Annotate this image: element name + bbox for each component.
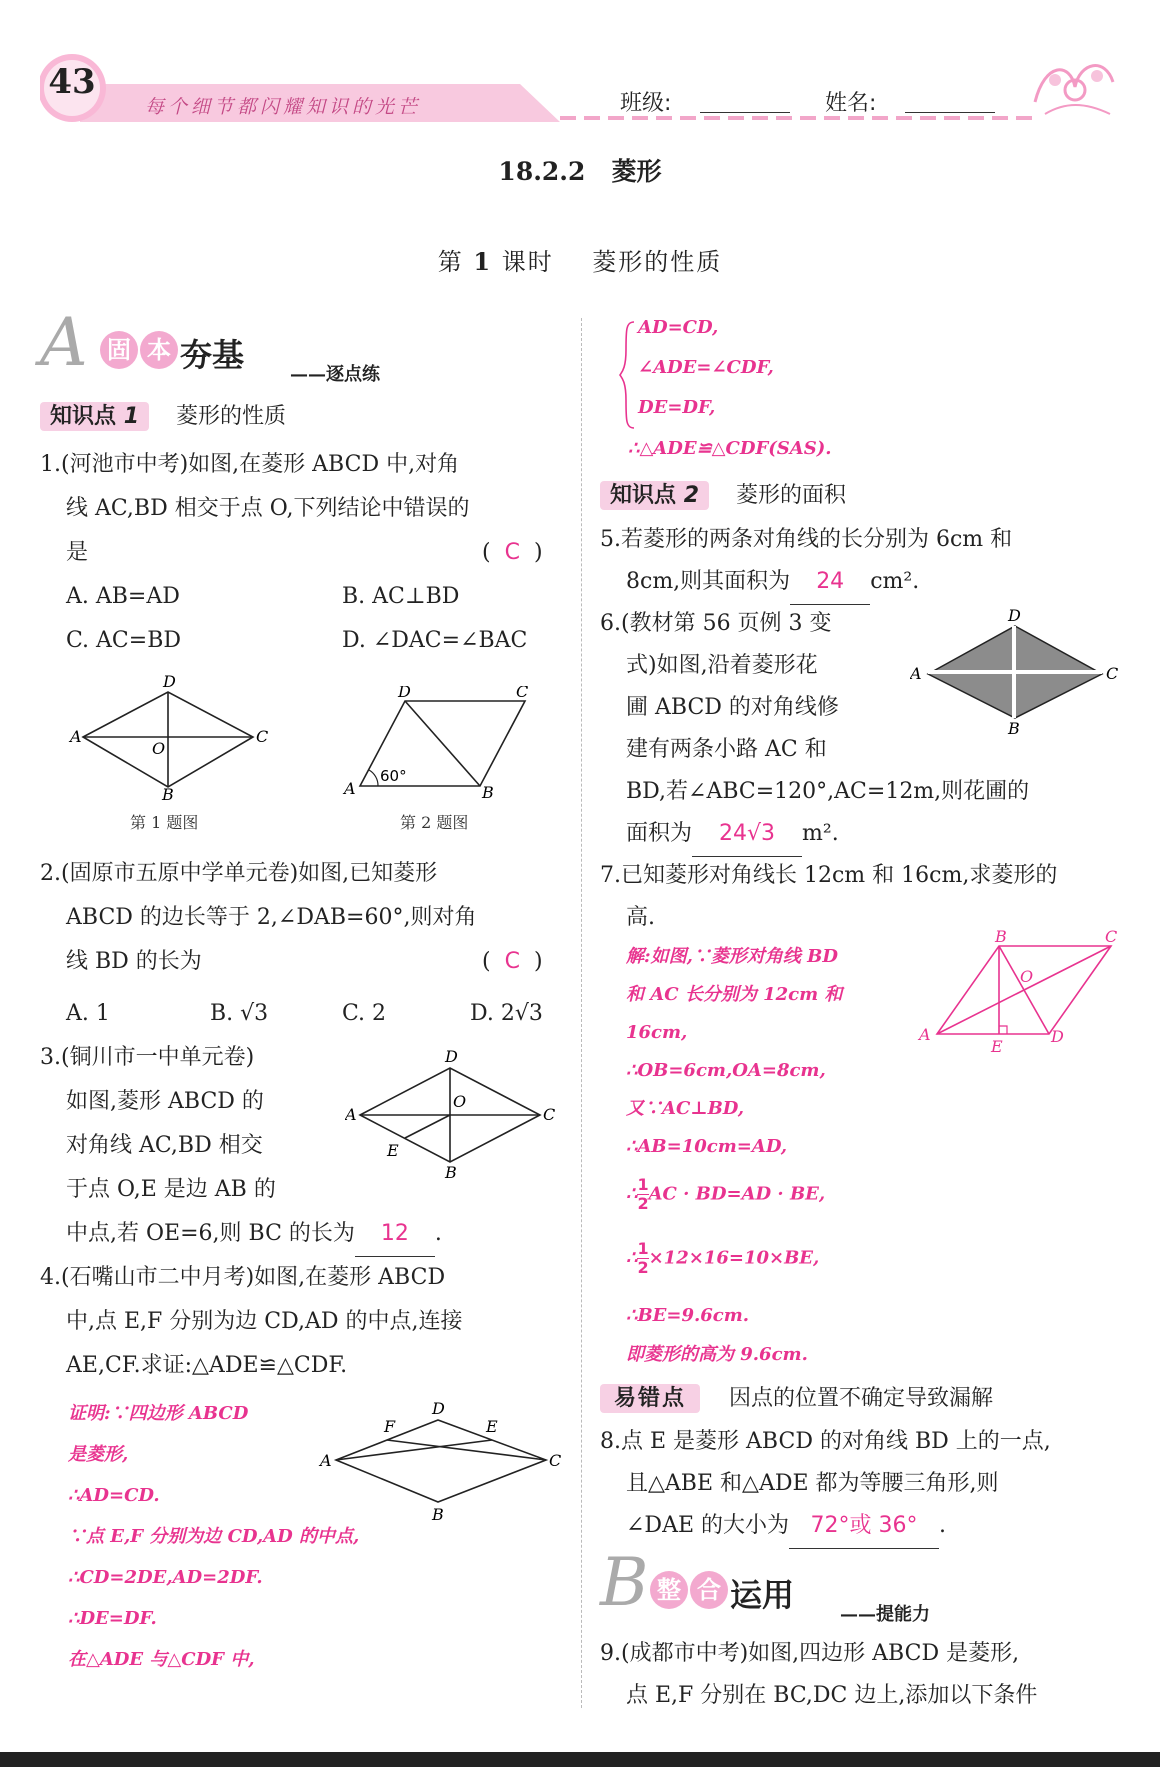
part-a-letter: A [40, 304, 88, 381]
figure-4 [318, 1398, 563, 1523]
column-divider [581, 318, 582, 1708]
bottom-bar [0, 1752, 1160, 1767]
header-bar [40, 52, 1120, 122]
q1-option-a: A. AB=AD [66, 584, 180, 609]
q3-answer[interactable]: 12 [355, 1212, 435, 1257]
q1-answer: C [504, 540, 520, 565]
q5-line2: 8cm,则其面积为 24 cm². [626, 560, 919, 605]
q5-answer[interactable]: 24 [790, 560, 870, 605]
q1-option-d: D. ∠DAC=∠BAC [342, 628, 528, 653]
q3-line1: 3.(铜川市一中单元卷) [40, 1045, 255, 1070]
q2-line3: 线 BD 的长为 [66, 949, 202, 974]
q1-line3: 是 [66, 540, 89, 565]
fig1-caption: 第 1 题图 [130, 813, 199, 832]
page-number: 43 [48, 62, 96, 102]
fig7-label-b: B [995, 930, 1007, 946]
q8-answer[interactable]: 72°或 36° [789, 1504, 939, 1549]
fig7-label-o: O [1020, 967, 1034, 986]
fig3-label-d: D [445, 1047, 458, 1066]
part-a-subtitle: ——逐点练 [290, 364, 380, 385]
fig4-label-b: B [432, 1505, 444, 1523]
fig3-label-a: A [345, 1105, 357, 1124]
fig4-label-e: E [486, 1417, 498, 1436]
fig7-label-e: E [991, 1037, 1003, 1055]
proof4-brace-line3: DE=DF, [638, 397, 716, 418]
q1-answer-bracket: ( C ) [482, 540, 543, 565]
q4-line3: AE,CF.求证:△ADE≌△CDF. [66, 1353, 348, 1378]
part-b-title: 运用 [730, 1576, 795, 1614]
part-a-title: 夯基 [180, 336, 245, 374]
q2-answer: C [504, 949, 520, 974]
kp1-header: 知识点 1 菱形的性质 [40, 395, 286, 439]
kp1-tag: 知识点 1 [40, 402, 149, 431]
q9-line2: 点 E,F 分别在 BC,DC 边上,添加以下条件 [626, 1683, 1038, 1708]
q1-line2: 线 AC,BD 相交于点 O,下列结论中错误的 [66, 496, 470, 521]
fig6-label-d: D [1008, 606, 1021, 625]
q2-option-b: B. √3 [210, 1001, 269, 1026]
proof4-line4: ∵点 E,F 分别为边 CD,AD 的中点, [68, 1526, 360, 1547]
proof4-conclusion: ∴△ADE≌△CDF(SAS). [628, 438, 832, 459]
proof4-brace-line1: AD=CD, [638, 317, 719, 338]
fig3-label-b: B [445, 1163, 457, 1180]
q1-line1: 1.(河池市中考)如图,在菱形 ABCD 中,对角 [40, 452, 460, 477]
part-b-char2: 合 [690, 1571, 728, 1609]
fig1-label-c: C [256, 727, 268, 746]
q3-line5: 中点,若 OE=6,则 BC 的长为 12 . [66, 1212, 442, 1257]
q2-line2: ABCD 的边长等于 2,∠DAB=60°,则对角 [66, 905, 477, 930]
part-a-banner [40, 304, 430, 385]
q6-line6: 面积为 24√3 m². [626, 812, 839, 857]
q7-line2: 高. [626, 905, 655, 930]
fig7-label-a: A [919, 1025, 931, 1044]
fig4-label-c: C [549, 1451, 562, 1470]
q2-answer-bracket: ( C ) [482, 949, 543, 974]
q8-line3: ∠DAE 的大小为 72°或 36° . [626, 1504, 946, 1549]
part-b-letter: B [600, 1544, 649, 1621]
sol7-fraction-2: $\frac{1}{2}$ [637, 1239, 649, 1277]
fig2-label-d: D [398, 686, 411, 701]
floral-ornament-icon [1025, 52, 1120, 122]
q4-line2: 中,点 E,F 分别为边 CD,AD 的中点,连接 [66, 1309, 463, 1334]
fig1-label-d: D [163, 672, 176, 691]
sol7-line8: ∴ $\frac{1}{2}$ ×12×16=10×BE, [626, 1239, 820, 1277]
q1-option-b: B. AC⊥BD [342, 584, 460, 609]
proof4-brace-line2: ∠ADE=∠CDF, [638, 357, 774, 378]
q6-line2: 式)如图,沿着菱形花 [626, 653, 818, 678]
q6-line5: BD,若∠ABC=120°,AC=12m,则花圃的 [626, 779, 1030, 804]
proof4-line2: 是菱形, [68, 1444, 129, 1465]
fig3-label-o: O [453, 1092, 467, 1111]
class-label: 班级: [620, 91, 672, 116]
q7-line1: 7.已知菱形对角线长 12cm 和 16cm,求菱形的 [600, 863, 1058, 888]
lesson-title: 第 1 课时 菱形的性质 [437, 247, 723, 276]
fig6-label-b: B [1008, 719, 1020, 736]
section-title: 18.2.2 菱形 [498, 157, 662, 186]
proof4-brace [618, 320, 638, 430]
part-b-char1: 整 [650, 1571, 688, 1609]
fig2-caption: 第 2 题图 [400, 813, 469, 832]
sol7-line2: 和 AC 长分别为 12cm 和 [626, 984, 843, 1005]
fig2-label-a: A [344, 779, 356, 798]
q4-line1: 4.(石嘴山市二中月考)如图,在菱形 ABCD [40, 1265, 446, 1290]
q3-line2: 如图,菱形 ABCD 的 [66, 1089, 264, 1114]
figure-6 [910, 606, 1125, 736]
q3-line4: 于点 O,E 是边 AB 的 [66, 1177, 276, 1202]
figure-1 [68, 672, 268, 802]
fig6-label-c: C [1106, 664, 1119, 683]
q3-line3: 对角线 AC,BD 相交 [66, 1133, 263, 1158]
fig3-label-c: C [543, 1105, 556, 1124]
q2-option-a: A. 1 [66, 1001, 110, 1026]
q2-option-d: D. 2√3 [470, 1001, 543, 1026]
q5-line1: 5.若菱形的两条对角线的长分别为 6cm 和 [600, 527, 1013, 552]
sol7-line4: ∴OB=6cm,OA=8cm, [626, 1060, 826, 1081]
name-blank[interactable] [905, 112, 995, 113]
fig4-label-d: D [432, 1399, 445, 1418]
sol7-line1: 解:如图,∵菱形对角线 BD [626, 946, 839, 967]
fig7-label-d: D [1051, 1027, 1064, 1046]
class-blank[interactable] [700, 112, 790, 113]
q2-line1: 2.(固原市五原中学单元卷)如图,已知菱形 [40, 861, 438, 886]
figure-2 [340, 686, 540, 801]
fig3-label-e: E [387, 1141, 399, 1160]
figure-3 [345, 1040, 560, 1180]
fig4-label-a: A [320, 1451, 332, 1470]
q6-line4: 建有两条小路 AC 和 [626, 737, 827, 762]
err-tag: 易错点 [600, 1384, 700, 1413]
sol7-fraction-1: $\frac{1}{2}$ [637, 1175, 649, 1213]
proof4-line3: ∴AD=CD. [68, 1485, 160, 1506]
sol7-line9: ∴BE=9.6cm. [626, 1305, 750, 1326]
q1-option-c: C. AC=BD [66, 628, 181, 653]
name-label: 姓名: [825, 91, 877, 116]
proof4-line5: ∴CD=2DE,AD=2DF. [68, 1567, 263, 1588]
fig7-label-c: C [1105, 930, 1118, 946]
err-header: 易错点 因点的位置不确定导致漏解 [600, 1377, 993, 1421]
q6-answer[interactable]: 24√3 [692, 812, 802, 857]
q9-line1: 9.(成都市中考)如图,四边形 ABCD 是菱形, [600, 1641, 1020, 1666]
fig2-label-c: C [516, 686, 529, 701]
sol7-line10: 即菱形的高为 9.6cm. [626, 1344, 808, 1365]
proof4-line7: 在△ADE 与△CDF 中, [68, 1649, 255, 1670]
proof4-line6: ∴DE=DF. [68, 1608, 157, 1629]
sol7-line3: 16cm, [626, 1022, 688, 1043]
q2-option-c: C. 2 [342, 1001, 387, 1026]
sol7-line7: ∴ $\frac{1}{2}$ AC · BD=AD · BE, [626, 1175, 826, 1213]
sol7-line6: ∴AB=10cm=AD, [626, 1136, 788, 1157]
q8-line1: 8.点 E 是菱形 ABCD 的对角线 BD 上的一点, [600, 1429, 1051, 1454]
fig2-label-b: B [482, 783, 494, 801]
part-b-banner [600, 1544, 1000, 1625]
fig1-label-b: B [162, 785, 174, 802]
part-a-char2: 本 [140, 331, 178, 369]
fig6-label-a: A [910, 664, 922, 683]
figure-7 [915, 930, 1125, 1055]
part-a-char1: 固 [100, 331, 138, 369]
q8-line2: 且△ABE 和△ADE 都为等腰三角形,则 [626, 1471, 999, 1496]
q6-line1: 6.(教材第 56 页例 3 变 [600, 611, 832, 636]
proof4-line1: 证明:∵四边形 ABCD [68, 1403, 249, 1424]
part-b-subtitle: ——提能力 [840, 1604, 930, 1625]
fig4-label-f: F [384, 1417, 396, 1436]
fig1-label-a: A [70, 727, 82, 746]
sol7-line5: 又∵AC⊥BD, [626, 1098, 745, 1119]
q6-line3: 圃 ABCD 的对角线修 [626, 695, 839, 720]
kp2-tag: 知识点 2 [600, 481, 709, 510]
fig2-angle: 60° [380, 767, 407, 785]
header-slogan: 每个细节都闪耀知识的光芒 [145, 96, 422, 118]
kp2-header: 知识点 2 菱形的面积 [600, 474, 846, 518]
fig1-label-o: O [152, 739, 166, 758]
